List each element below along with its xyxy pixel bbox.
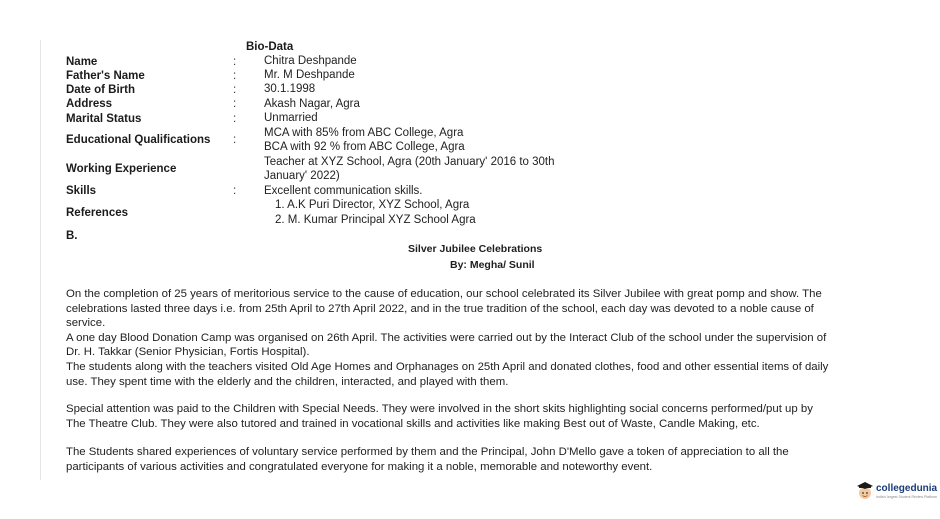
value-reference-2: 2. M. Kumar Principal XYZ School Agra <box>275 214 476 226</box>
label-marital-status: Marital Status <box>66 113 142 125</box>
value-reference-1: 1. A.K Puri Director, XYZ School, Agra <box>275 199 470 211</box>
graduate-avatar-icon <box>856 482 874 500</box>
label-educational-qualifications: Educational Qualifications <box>66 134 211 146</box>
label-date-of-birth: Date of Birth <box>66 84 135 96</box>
value-experience-line2: January' 2022) <box>264 170 340 182</box>
article-title: Silver Jubilee Celebrations <box>408 243 543 255</box>
colon: : <box>233 185 237 197</box>
label-fathers-name: Father's Name <box>66 70 145 82</box>
label-references: References <box>66 207 129 219</box>
biodata-title: Bio-Data <box>246 41 294 53</box>
colon: : <box>233 70 237 82</box>
section-b-marker: B. <box>66 230 78 242</box>
value-qualification-mca: MCA with 85% from ABC College, Agra <box>264 127 464 139</box>
label-address: Address <box>66 98 113 110</box>
text-line: participants of various activities and congratulated everyone for making it a noble, memorable and noteworthy event. <box>66 460 653 473</box>
text-line: Special attention was paid to the Children with Special Needs. They were involved in the short skits highlighting social concerns performed/put up by <box>66 403 813 415</box>
text-line: celebrations lasted three days i.e. from 25th April to 27th April 2022, and in the true tradition of the school, each day was devoted to a noble cause of <box>66 302 814 315</box>
article-byline: By: Megha/ Sunil <box>450 259 535 271</box>
colon: : <box>233 98 237 110</box>
value-name: Chitra Deshpande <box>264 55 357 67</box>
value-experience-line1: Teacher at XYZ School, Agra (20th January' 2016 to 30th <box>264 156 555 168</box>
value-qualification-bca: BCA with 92 % from ABC College, Agra <box>264 141 465 153</box>
text-line: On the completion of 25 years of meritorious service to the cause of education, our school celebrated its Silver Jubilee with great pomp and show. The <box>66 288 822 300</box>
brand-tagline: India's largest Student Review Platform <box>876 495 937 499</box>
left-margin-rule <box>40 40 41 480</box>
value-address: Akash Nagar, Agra <box>264 98 360 110</box>
colon: : <box>233 113 237 125</box>
value-fathers-name: Mr. M Deshpande <box>264 69 355 81</box>
value-skills: Excellent communication skills. <box>264 185 423 197</box>
label-working-experience: Working Experience <box>66 163 177 175</box>
text-line: The Students shared experiences of voluntary service performed by them and the Principal, John D'Mello gave a token of appreciation to all the <box>66 446 789 458</box>
value-date-of-birth: 30.1.1998 <box>264 83 316 95</box>
colon: : <box>233 56 237 68</box>
colon: : <box>233 134 237 146</box>
text-line: use. They spent time with the elderly and the children, interacted, and played with them. <box>66 375 509 388</box>
article-paragraph-1 <box>66 287 874 389</box>
value-marital-status: Unmarried <box>264 112 318 124</box>
text-line: service. <box>66 317 106 330</box>
collegedunia-logo <box>856 481 936 503</box>
colon: : <box>233 84 237 96</box>
label-skills: Skills <box>66 185 97 197</box>
article-paragraph-2 <box>66 402 874 431</box>
text-line: The students along with the teachers visited Old Age Homes and Orphanages on 25th April and donated clothes, food and other essential items of daily <box>66 360 829 373</box>
label-name: Name <box>66 56 98 68</box>
article-paragraph-3 <box>66 445 874 474</box>
text-line: The Theatre Club. They were also tutored and trained in vocational skills and activities like making Best out of Waste, Candle Making, etc. <box>66 417 760 430</box>
text-line: Dr. H. Takkar (Senior Physician, Fortis Hospital). <box>66 346 310 359</box>
brand-name: collegedunia <box>876 483 938 494</box>
text-line: A one day Blood Donation Camp was organised on 26th April. The activities were carried out by the Interact Club of the school under the supervision of <box>66 331 827 344</box>
